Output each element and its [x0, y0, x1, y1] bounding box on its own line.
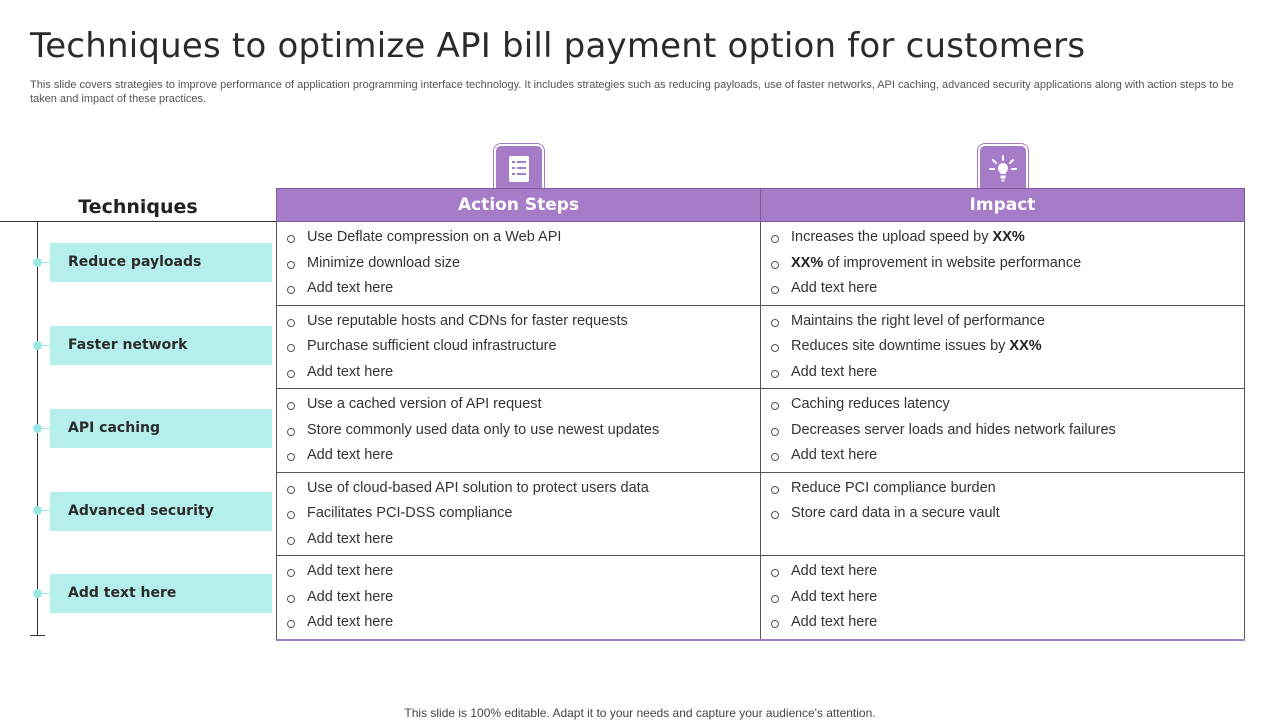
- lightbulb-icon: [978, 144, 1028, 194]
- timeline-dot: [33, 258, 42, 267]
- list-item: [287, 363, 760, 389]
- list-item: [287, 530, 760, 556]
- impact-header: Impact: [761, 189, 1245, 222]
- bullet-icon: [287, 344, 295, 352]
- table-row: [277, 389, 1245, 473]
- list-item: [287, 279, 760, 305]
- techniques-table: [276, 188, 1245, 641]
- technique-api-caching: API caching: [50, 409, 272, 448]
- list-item: [771, 421, 1244, 447]
- bullet-icon: [771, 486, 779, 494]
- impact-text: Decreases server loads and hides network failures: [791, 421, 1116, 438]
- list-item: [287, 479, 760, 505]
- list-item: [287, 446, 760, 472]
- table-row: [277, 222, 1245, 306]
- impact-text: Add text here: [791, 363, 878, 380]
- bullet-icon: [287, 261, 295, 269]
- impact-cell: [761, 222, 1245, 306]
- bullet-icon: [771, 569, 779, 577]
- action-text: Add text here: [307, 447, 394, 463]
- list-item: [287, 337, 760, 363]
- table-row: [277, 556, 1245, 640]
- impact-text: Add text here: [791, 280, 878, 296]
- bullet-icon: [771, 286, 779, 294]
- list-item: [287, 395, 760, 421]
- action-text: Add text here: [307, 614, 394, 630]
- bullet-icon: [771, 319, 779, 327]
- list-item: [771, 446, 1244, 472]
- bullet-icon: [287, 537, 295, 545]
- timeline-dot: [33, 589, 42, 598]
- technique-advanced-security: Advanced security: [50, 492, 272, 531]
- impact-text: Reduce PCI compliance burden: [791, 479, 996, 496]
- action-text: Use a cached version of API request: [307, 396, 542, 412]
- impact-cell: [761, 389, 1245, 473]
- bullet-icon: [287, 569, 295, 577]
- list-item: [771, 254, 1244, 280]
- bullet-icon: [287, 370, 295, 378]
- action-steps-cell: [277, 389, 761, 473]
- bullet-icon: [771, 370, 779, 378]
- list-item: [287, 613, 760, 639]
- action-text: Add text here: [307, 280, 394, 296]
- impact-text: Add text here: [791, 588, 878, 605]
- action-text: Use of cloud-based API solution to protect users data: [307, 479, 649, 496]
- timeline-dot: [33, 506, 42, 515]
- list-item: [287, 254, 760, 280]
- bullet-icon: [287, 286, 295, 294]
- list-item: [771, 588, 1244, 614]
- table-row: [277, 305, 1245, 389]
- impact-cell: [761, 305, 1245, 389]
- impact-text: Add text here: [791, 447, 878, 463]
- list-item: [771, 228, 1244, 254]
- list-item: [771, 395, 1244, 421]
- bullet-icon: [287, 453, 295, 461]
- bullet-icon: [287, 402, 295, 410]
- action-steps-header: Action Steps: [277, 189, 761, 222]
- impact-text: Caching reduces latency: [791, 396, 950, 412]
- impact-text: XX% of improvement in website performance: [791, 254, 1082, 271]
- list-item: [771, 479, 1244, 505]
- action-steps-cell: [277, 472, 761, 556]
- list-item: [771, 504, 1244, 530]
- bullet-icon: [287, 486, 295, 494]
- action-text: Add text here: [307, 563, 394, 579]
- impact-text: Increases the upload speed by XX%: [791, 229, 1025, 245]
- impact-cell: [761, 556, 1245, 640]
- list-item: [287, 588, 760, 614]
- bullet-icon: [771, 344, 779, 352]
- action-text: Facilitates PCI-DSS compliance: [307, 505, 513, 521]
- action-text: Add text here: [307, 588, 394, 605]
- bullet-icon: [771, 261, 779, 269]
- timeline-dot: [33, 341, 42, 350]
- bullet-icon: [287, 235, 295, 243]
- timeline-connector: [42, 593, 50, 594]
- impact-text: Add text here: [791, 614, 878, 630]
- timeline-end: [30, 635, 45, 636]
- list-item: [771, 363, 1244, 389]
- action-text: Purchase sufficient cloud infrastructure: [307, 338, 557, 354]
- timeline-connector: [42, 510, 50, 511]
- list-item: [287, 228, 760, 254]
- action-steps-cell: [277, 556, 761, 640]
- action-text: Use reputable hosts and CDNs for faster requests: [307, 312, 628, 329]
- slide-subtitle: This slide covers strategies to improve performance of application programming interface technology. It includes strategies such as reducing payloads, use of faster networks, API caching, advanced security applications along with action steps to be taken and impact of these practices.: [30, 79, 1234, 105]
- list-item: [771, 562, 1244, 588]
- bullet-icon: [771, 595, 779, 603]
- action-text: Add text here: [307, 530, 394, 547]
- checklist-icon: [494, 144, 544, 194]
- table-row: [277, 472, 1245, 556]
- technique-faster-network: Faster network: [50, 326, 272, 365]
- action-steps-cell: [277, 222, 761, 306]
- list-item: [771, 613, 1244, 639]
- techniques-heading: Techniques: [0, 194, 276, 222]
- bullet-icon: [287, 428, 295, 436]
- list-item: [771, 279, 1244, 305]
- slide-footer: This slide is 100% editable. Adapt it to your needs and capture your audience's attention.: [404, 706, 876, 720]
- bullet-icon: [771, 428, 779, 436]
- impact-cell: [761, 472, 1245, 556]
- list-item: [771, 312, 1244, 338]
- technique-add-text: Add text here: [50, 574, 272, 613]
- timeline-connector: [42, 345, 50, 346]
- action-text: Store commonly used data only to use newest updates: [307, 421, 660, 438]
- bullet-icon: [771, 402, 779, 410]
- action-steps-cell: [277, 305, 761, 389]
- timeline-connector: [42, 428, 50, 429]
- action-text: Use Deflate compression on a Web API: [307, 229, 562, 245]
- list-item: [771, 337, 1244, 363]
- table-header-row: [277, 189, 1245, 222]
- impact-text: Reduces site downtime issues by XX%: [791, 338, 1042, 354]
- technique-reduce-payloads: Reduce payloads: [50, 243, 272, 282]
- bullet-icon: [771, 511, 779, 519]
- list-item: [287, 562, 760, 588]
- list-item: [287, 312, 760, 338]
- bullet-icon: [771, 235, 779, 243]
- impact-text: Add text here: [791, 563, 878, 579]
- timeline-connector: [42, 262, 50, 263]
- slide-title: Techniques to optimize API bill payment option for customers: [30, 26, 1086, 66]
- impact-text: Maintains the right level of performance: [791, 312, 1045, 329]
- action-text: Minimize download size: [307, 254, 461, 271]
- bullet-icon: [287, 511, 295, 519]
- list-item: [287, 421, 760, 447]
- action-text: Add text here: [307, 363, 394, 380]
- bullet-icon: [771, 453, 779, 461]
- list-item: [287, 504, 760, 530]
- bullet-icon: [287, 595, 295, 603]
- bullet-icon: [771, 620, 779, 628]
- bullet-icon: [287, 620, 295, 628]
- bullet-icon: [287, 319, 295, 327]
- timeline-dot: [33, 424, 42, 433]
- impact-text: Store card data in a secure vault: [791, 505, 1000, 521]
